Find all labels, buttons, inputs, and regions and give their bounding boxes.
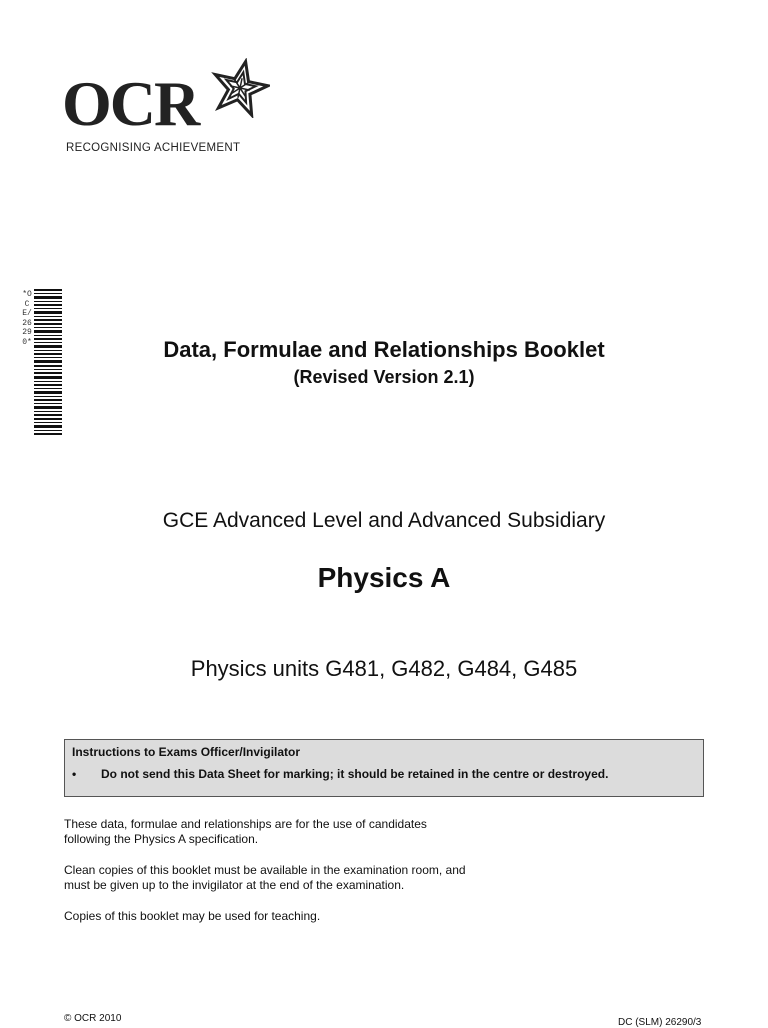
invigilator-notice-box [64,739,704,797]
usage-paragraph-line-1: These data, formulae and relationships are for the use of candidates [64,817,427,831]
ocr-star-icon [210,58,270,118]
ocr-logo-text: OCR [62,68,199,139]
units-line: Physics units G481, G482, G484, G485 [190,656,578,681]
notice-bullet: • [72,767,77,781]
copyright-notice: © OCR 2010 [64,1013,122,1024]
booklet-version: (Revised Version 2.1) [293,367,475,387]
notice-instruction: Do not send this Data Sheet for marking; it should be retained in the centre or destroyed. [101,767,609,781]
tagline: RECOGNISING ACHIEVEMENT [66,142,241,154]
clean-copies-paragraph [64,863,524,893]
usage-paragraph-line-2: following the Physics A specification. [64,832,259,846]
notice-heading: Instructions to Exams Officer/Invigilator [72,745,301,759]
qualification-title: GCE Advanced Level and Advanced Subsidiary [162,509,606,532]
clean-copies-line-1: Clean copies of this booklet must be available in the examination room, and [64,863,466,877]
clean-copies-line-2: must be given up to the invigilator at the end of the examination. [64,878,405,892]
usage-paragraph [64,817,524,847]
document-code: DC (SLM) 26290/3 [618,1017,702,1028]
subject-title: Physics A [317,562,451,593]
barcode-number: *OCE/26290* [22,290,32,347]
booklet-title: Data, Formulae and Relationships Booklet [163,337,605,362]
teaching-paragraph: Copies of this booklet may be used for teaching. [64,909,321,923]
